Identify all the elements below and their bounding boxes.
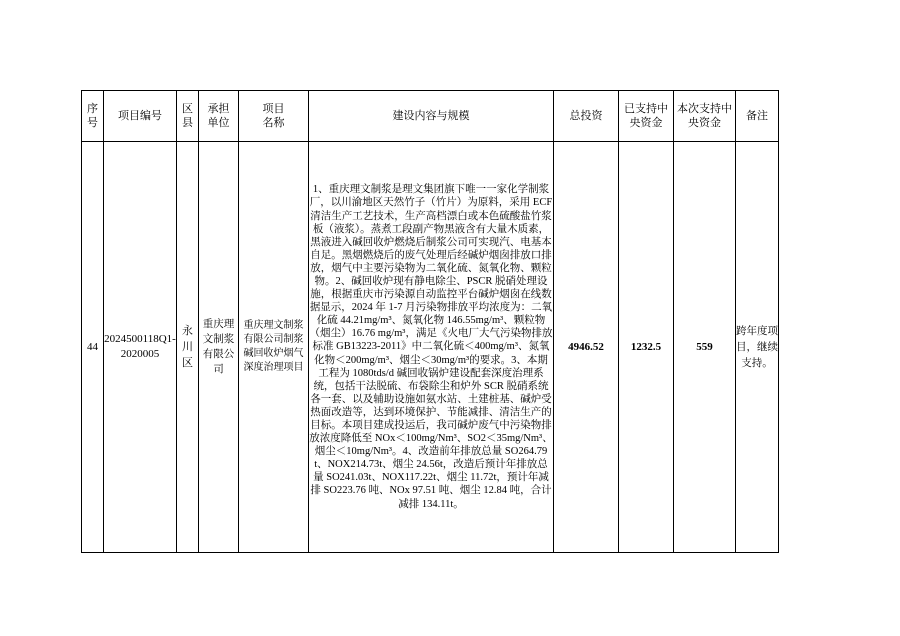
- cell-seq: 44: [82, 142, 104, 553]
- cell-unit: 重庆理文制浆有限公司: [199, 142, 239, 553]
- header-total: 总投资: [554, 91, 619, 142]
- cell-total: 4946.52: [554, 142, 619, 553]
- cell-name: 重庆理文制浆有限公司制浆碱回收炉烟气深度治理项目: [239, 142, 309, 553]
- header-seq: 序号: [82, 91, 104, 142]
- cell-supported: 1232.5: [619, 142, 674, 553]
- cell-note: 跨年度项目，继续支持。: [736, 142, 779, 553]
- project-table: [81, 90, 779, 553]
- table-row: [82, 142, 779, 553]
- header-county: 区县: [177, 91, 199, 142]
- header-current: 本次支持中央资金: [674, 91, 736, 142]
- header-content: 建设内容与规模: [309, 91, 554, 142]
- cell-current: 559: [674, 142, 736, 553]
- header-code: 项目编号: [104, 91, 177, 142]
- header-note: 备注: [736, 91, 779, 142]
- cell-county: 永川区: [177, 142, 199, 553]
- cell-code: 2024500118Q1-2020005: [104, 142, 177, 553]
- header-supported: 已支持中央资金: [619, 91, 674, 142]
- cell-content: 1、重庆理文制浆是理文集团旗下唯一一家化学制浆厂，以川渝地区天然竹子（竹片）为原料，采用 ECF 清洁生产工艺技术，生产高档漂白或本色硫酸盐竹浆板（液浆）。蒸煮工段副产物黑液含有大量木质素，黑液进入碱回收炉燃烧后制浆公司可实现汽、电基本自足。黑烟燃烧后的废气处理后经碱炉烟囱排放口排放，烟气中主要污染物为二氧化硫、氮氧化物、颗粒物。2、碱回收炉现有静电除尘、PSCR 脱硝处理设施，根据重庆市污染源自动监控平台碱炉烟囱在线数据显示，2024 年 1-7 月污染物排放平均浓度为：二氧化硫 44.21mg/m³、氮氧化物 146.55mg/m³、颗粒物（烟尘）16.76 mg/m³，满足《火电厂大气污染物排放标准 GB13223-2011》中二氧化硫＜400mg/m³、氮氧化物＜200mg/m³、烟尘＜30mg/m³的要求。3、本期工程为 1080tds/d 碱回收锅炉建设配套深度治理系统，包括干法脱硫、布袋除尘和炉外 SCR 脱硝系统各一套、以及辅助设施如氨水站、土建桩基、碱炉受热面改造等，达到环境保护、节能减排、清洁生产的目标。本项目建成投运后，我司碱炉废气中污染物排放浓度降低至 NOx＜100mg/Nm³、SO2＜35mg/Nm³、烟尘＜10mg/Nm³。4、改造前年排放总量 SO264.79t、NOX214.73t、烟尘 24.56t，改造后预计年排放总量 SO241.03t、NOX117.22t、烟尘 11.72t，预计年减排 SO223.76 吨、NOx 97.51 吨、烟尘 12.84 吨，合计减排 134.11t。: [309, 142, 554, 553]
- header-unit: 承担单位: [199, 91, 239, 142]
- header-row: [82, 91, 779, 142]
- header-name: 项目名称: [239, 91, 309, 142]
